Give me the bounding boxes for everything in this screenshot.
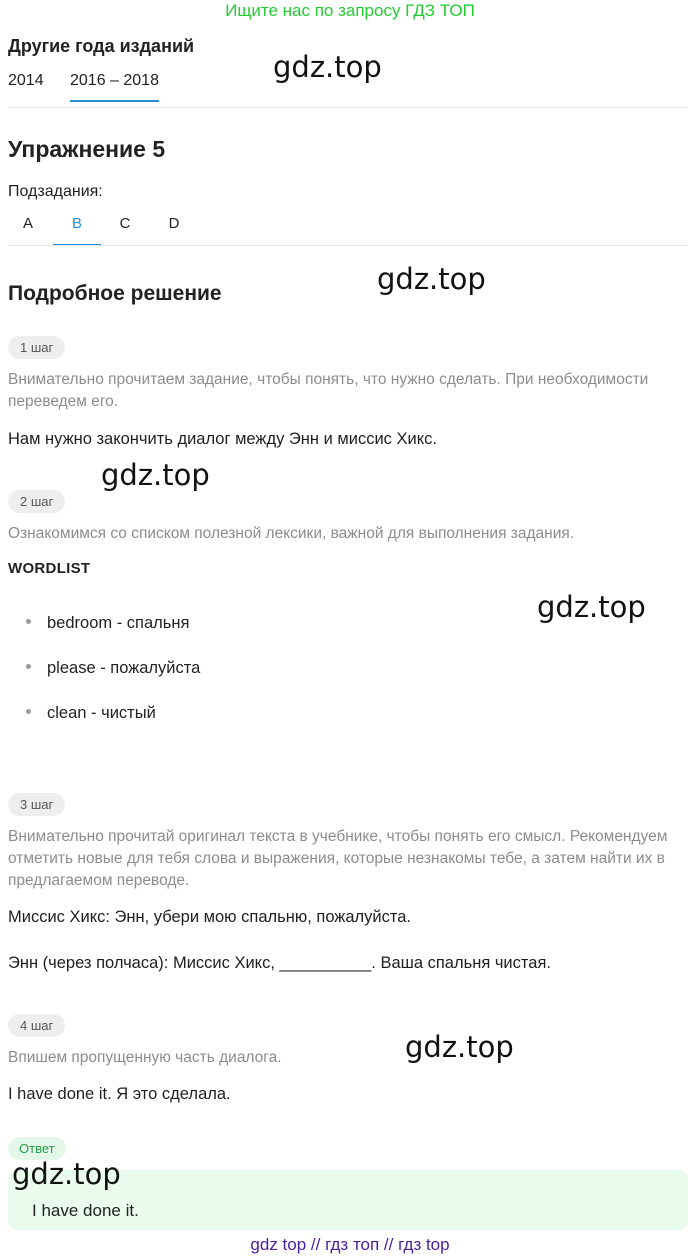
divider (8, 245, 688, 246)
subtask-tab-d[interactable]: D (168, 215, 180, 232)
footer-links[interactable]: gdz top // гдз топ // гдз top (250, 1235, 450, 1254)
exercise-title: Упражнение 5 (8, 136, 166, 162)
subtask-tab-c[interactable]: C (119, 215, 131, 232)
answer-badge: Ответ (8, 1137, 66, 1160)
step-3-hint: Внимательно прочитай оригинал текста в учебнике, чтобы понять его смысл. Рекомендуем отметить новые для тебя слова и выражения, которые незнакомы тебе, а затем найти их в предлагаемом переводе. (8, 828, 668, 889)
divider (8, 107, 688, 108)
watermark: gdz.top (377, 262, 486, 296)
step-1-hint: Внимательно прочитаем задание, чтобы понять, что нужно сделать. При необходимости переведем его. (8, 371, 649, 410)
step-2-hint: Ознакомимся со списком полезной лексики, важной для выполнения задания. (8, 525, 575, 542)
step-4-text: I have done it. Я это сделала. (8, 1085, 231, 1103)
year-tab-2016-2018[interactable]: 2016 – 2018 (70, 72, 159, 102)
wordlist-item: clean - чистый (26, 704, 156, 723)
year-tab-2014[interactable]: 2014 (8, 72, 44, 89)
subtask-tab-b[interactable]: B (53, 215, 101, 246)
watermark: gdz.top (12, 1157, 121, 1191)
step-3-line-1: Миссис Хикс: Энн, убери мою спальню, пожалуйста. (8, 908, 412, 926)
step-badge-3: 3 шаг (8, 793, 65, 816)
subtask-tab-a[interactable]: A (22, 215, 33, 232)
wordlist-item: bedroom - спальня (26, 614, 189, 633)
step-badge-1: 1 шаг (8, 336, 65, 359)
watermark: gdz.top (101, 458, 210, 492)
step-1-text: Нам нужно закончить диалог между Энн и миссис Хикс. (8, 430, 437, 448)
step-4-hint: Впишем пропущенную часть диалога. (8, 1049, 282, 1066)
watermark: gdz.top (273, 50, 382, 84)
search-promo-banner: Ищите нас по запросу ГДЗ ТОП (225, 1, 475, 20)
wordlist-heading: WORDLIST (8, 560, 91, 577)
subtasks-label: Подзадания: (8, 183, 103, 200)
wordlist-item: please - пожалуйста (26, 659, 200, 678)
step-badge-2: 2 шаг (8, 490, 65, 513)
watermark: gdz.top (537, 590, 646, 624)
bullet-icon (26, 619, 31, 624)
step-3-line-2: Энн (через полчаса): Миссис Хикс, __________. Ваша спальня чистая. (8, 954, 551, 972)
watermark: gdz.top (405, 1030, 514, 1064)
other-years-title: Другие года изданий (8, 36, 195, 56)
bullet-icon (26, 709, 31, 714)
bullet-icon (26, 664, 31, 669)
step-badge-4: 4 шаг (8, 1014, 65, 1037)
solution-title: Подробное решение (8, 282, 222, 305)
answer-text: I have done it. (32, 1201, 139, 1220)
